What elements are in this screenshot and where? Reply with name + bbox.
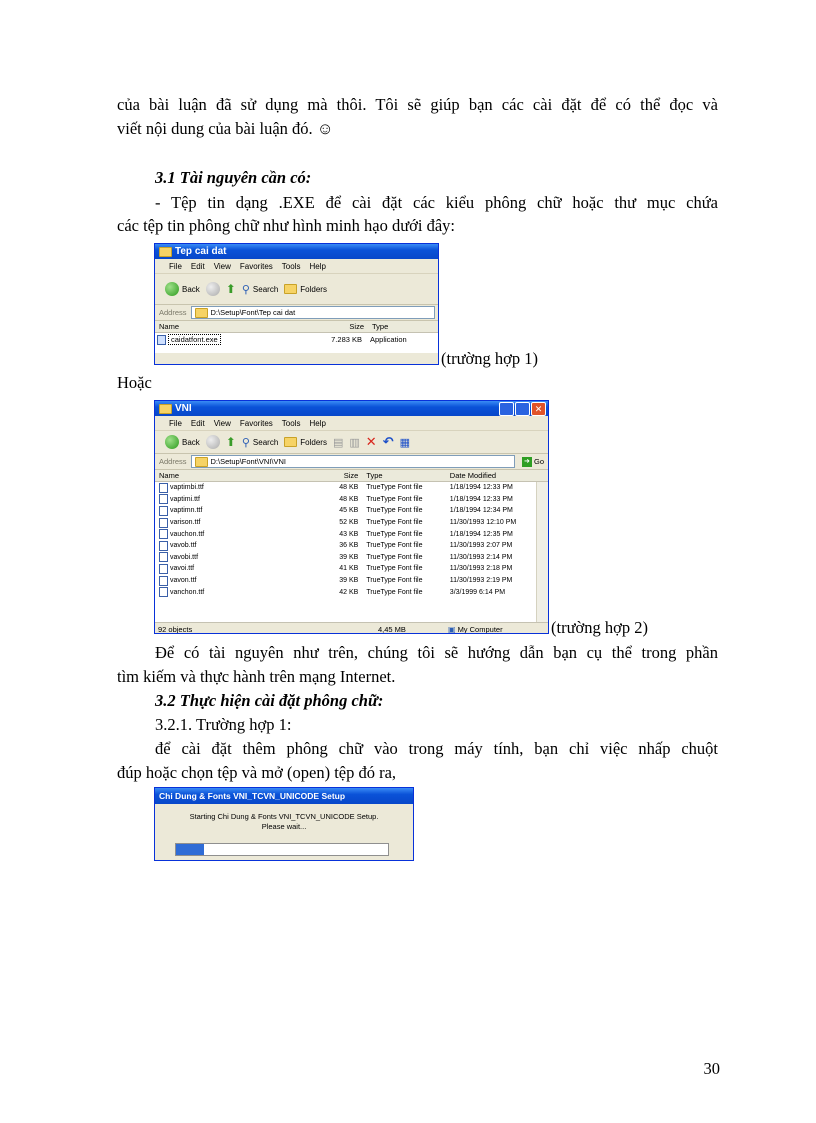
explorer-window-1	[154, 243, 439, 365]
menu-edit[interactable]: Edit	[190, 261, 205, 271]
file-list	[155, 333, 438, 353]
list-item[interactable]: vavon.ttf 39 KB TrueType Font file 11/30/1993 2:19 PM	[155, 575, 548, 587]
close-button[interactable]: ✕	[531, 402, 546, 416]
body-line: đúp hoặc chọn tệp và mở (open) tệp đó ra,	[117, 763, 397, 782]
forward-button[interactable]	[206, 282, 220, 296]
move-to-icon[interactable]: ▤	[332, 436, 344, 449]
list-item[interactable]: vavobi.ttf 39 KB TrueType Font file 11/30/1993 2:14 PM	[155, 552, 548, 564]
views-icon[interactable]: ▦	[399, 436, 410, 449]
setup-message-area	[155, 812, 413, 832]
list-item[interactable]: vavob.ttf 36 KB TrueType Font file 11/30/1993 2:07 PM	[155, 540, 548, 552]
window-titlebar[interactable]	[155, 401, 548, 416]
col-name[interactable]: Name	[159, 322, 180, 331]
list-header	[155, 321, 438, 333]
menu-file[interactable]: File	[169, 418, 182, 428]
setup-progress-bar	[175, 843, 389, 856]
page-number: 30	[703, 1059, 720, 1078]
folder-icon	[159, 404, 172, 414]
forward-button[interactable]	[206, 435, 220, 449]
toolbar	[155, 274, 438, 305]
setup-progress-fill	[176, 844, 204, 855]
vertical-scrollbar[interactable]	[536, 482, 548, 622]
exe-file-icon	[157, 335, 166, 345]
menu-edit[interactable]: Edit	[190, 418, 205, 428]
menu-help[interactable]: Help	[309, 261, 326, 271]
back-arrow-icon	[165, 282, 179, 296]
font-file-icon	[159, 494, 168, 504]
col-date[interactable]: Date Modified	[449, 471, 497, 480]
font-file-icon	[159, 587, 168, 597]
list-item[interactable]: vauchon.ttf 43 KB TrueType Font file 1/18/1994 12:35 PM	[155, 528, 548, 540]
address-label: Address	[159, 457, 187, 466]
font-file-icon	[159, 541, 168, 551]
list-header	[155, 470, 548, 482]
col-name[interactable]: Name	[159, 471, 180, 480]
menu-favorites[interactable]: Favorites	[239, 261, 273, 271]
back-button[interactable]: Back	[165, 282, 200, 296]
body-line: Hoặc	[117, 373, 152, 392]
body-line: - Tệp tin dạng .EXE để cài đặt các kiểu phông chữ hoặc thư mục chứa	[155, 193, 718, 212]
status-bar	[155, 622, 548, 634]
status-objects: 92 objects	[158, 624, 193, 634]
folder-icon	[195, 457, 208, 467]
setup-titlebar[interactable]	[155, 788, 413, 804]
font-file-icon	[159, 529, 168, 539]
subheading-3-2-1: 3.2.1. Trường hợp 1:	[155, 715, 292, 734]
maximize-button[interactable]	[515, 402, 530, 416]
menu-tools[interactable]: Tools	[281, 261, 301, 271]
col-size[interactable]: Size	[349, 322, 364, 331]
menu-tools[interactable]: Tools	[281, 418, 301, 428]
file-list	[155, 482, 548, 622]
body-line: các tệp tin phông chữ như hình minh hạo dưới đây:	[117, 216, 455, 235]
copy-to-icon[interactable]: ▥	[349, 436, 360, 449]
search-button[interactable]: ⚲ Search	[241, 436, 279, 449]
menu-bar	[155, 259, 438, 274]
col-type[interactable]: Type	[372, 322, 389, 331]
window-titlebar[interactable]	[155, 244, 438, 259]
window-title: Tep cai dat	[175, 246, 227, 257]
col-size[interactable]: Size	[343, 471, 359, 480]
list-item[interactable]: varison.ttf 52 KB TrueType Font file 11/30/1993 12:10 PM	[155, 517, 548, 529]
setup-wait: Please wait...	[261, 822, 307, 831]
search-button[interactable]: ⚲ Search	[241, 283, 279, 296]
window-title: VNI	[175, 403, 192, 414]
address-input[interactable]: D:\Setup\Font\VNI\VNI	[191, 455, 515, 468]
setup-title: Chi Dung & Fonts VNI_TCVN_UNICODE Setup	[159, 791, 346, 801]
folders-button[interactable]: Folders	[284, 437, 327, 447]
up-folder-icon[interactable]: ⬆	[225, 282, 236, 296]
search-icon: ⚲	[241, 283, 250, 296]
body-line: viết nội dung của bài luận đó. ☺	[117, 119, 334, 138]
folders-icon	[284, 437, 297, 447]
caption-case-2: (trường hợp 2)	[551, 618, 648, 637]
address-bar	[155, 305, 438, 321]
menu-view[interactable]: View	[213, 261, 231, 271]
setup-message: Starting Chi Dung & Fonts VNI_TCVN_UNICODE Setup.	[189, 812, 379, 821]
folder-icon	[195, 308, 208, 318]
toolbar	[155, 431, 548, 454]
font-file-icon	[159, 564, 168, 574]
address-label: Address	[159, 308, 187, 317]
status-location: ▣ My Computer	[448, 624, 503, 634]
minimize-button[interactable]	[499, 402, 514, 416]
setup-dialog	[154, 787, 414, 861]
col-type[interactable]: Type	[366, 471, 383, 480]
body-line: tìm kiếm và thực hành trên mạng Internet.	[117, 667, 396, 686]
font-file-icon	[159, 483, 168, 493]
address-bar	[155, 454, 548, 470]
heading-3-2: 3.2 Thực hiện cài đặt phông chữ:	[155, 691, 384, 710]
list-item[interactable]: vanchon.ttf 42 KB TrueType Font file 3/3/1999 6:14 PM	[155, 586, 548, 598]
status-size: 4,45 MB	[378, 624, 406, 634]
font-file-icon	[159, 576, 168, 586]
back-arrow-icon	[165, 435, 179, 449]
computer-icon: ▣	[448, 624, 456, 634]
undo-icon[interactable]: ↶	[382, 434, 394, 449]
body-line: Để có tài nguyên như trên, chúng tôi sẽ hướng dẫn bạn cụ thể trong phần	[155, 643, 718, 662]
font-file-icon	[159, 518, 168, 528]
font-file-icon	[159, 506, 168, 516]
list-item[interactable]: vaptimn.ttf 45 KB TrueType Font file 1/18/1994 12:34 PM	[155, 505, 548, 517]
list-item[interactable]: caidatfont.exe 7.283 KB Application	[155, 333, 438, 346]
menu-file[interactable]: File	[169, 261, 182, 271]
list-item[interactable]: vaptimbi.ttf 48 KB TrueType Font file 1/18/1994 12:33 PM	[155, 482, 548, 494]
font-file-icon	[159, 552, 168, 562]
back-button[interactable]: Back	[165, 435, 200, 449]
menu-view[interactable]: View	[213, 418, 231, 428]
list-item[interactable]: vaptimi.ttf 48 KB TrueType Font file 1/18/1994 12:33 PM	[155, 494, 548, 506]
menu-favorites[interactable]: Favorites	[239, 418, 273, 428]
body-line: của bài luận đã sử dụng mà thôi. Tôi sẽ giúp bạn các cài đặt để có thể đọc và	[117, 95, 718, 114]
up-folder-icon[interactable]: ⬆	[225, 435, 236, 449]
search-icon: ⚲	[241, 436, 250, 449]
caption-case-1: (trường hợp 1)	[441, 349, 538, 368]
go-arrow-icon: ➜	[522, 457, 532, 467]
go-button[interactable]: ➜ Go	[522, 457, 544, 467]
address-input[interactable]: D:\Setup\Font\Tep cai dat	[191, 306, 435, 319]
menu-help[interactable]: Help	[309, 418, 326, 428]
body-line: để cài đặt thêm phông chữ vào trong máy tính, bạn chỉ việc nhấp chuột	[155, 739, 718, 758]
menu-bar	[155, 416, 548, 431]
folder-icon	[159, 247, 172, 257]
folders-icon	[284, 284, 297, 294]
explorer-window-2	[154, 400, 549, 634]
list-item[interactable]: vavoi.ttf 41 KB TrueType Font file 11/30/1993 2:18 PM	[155, 563, 548, 575]
delete-icon[interactable]: ✕	[365, 434, 377, 449]
heading-3-1: 3.1 Tài nguyên cần có:	[155, 168, 312, 187]
folders-button[interactable]: Folders	[284, 284, 327, 294]
